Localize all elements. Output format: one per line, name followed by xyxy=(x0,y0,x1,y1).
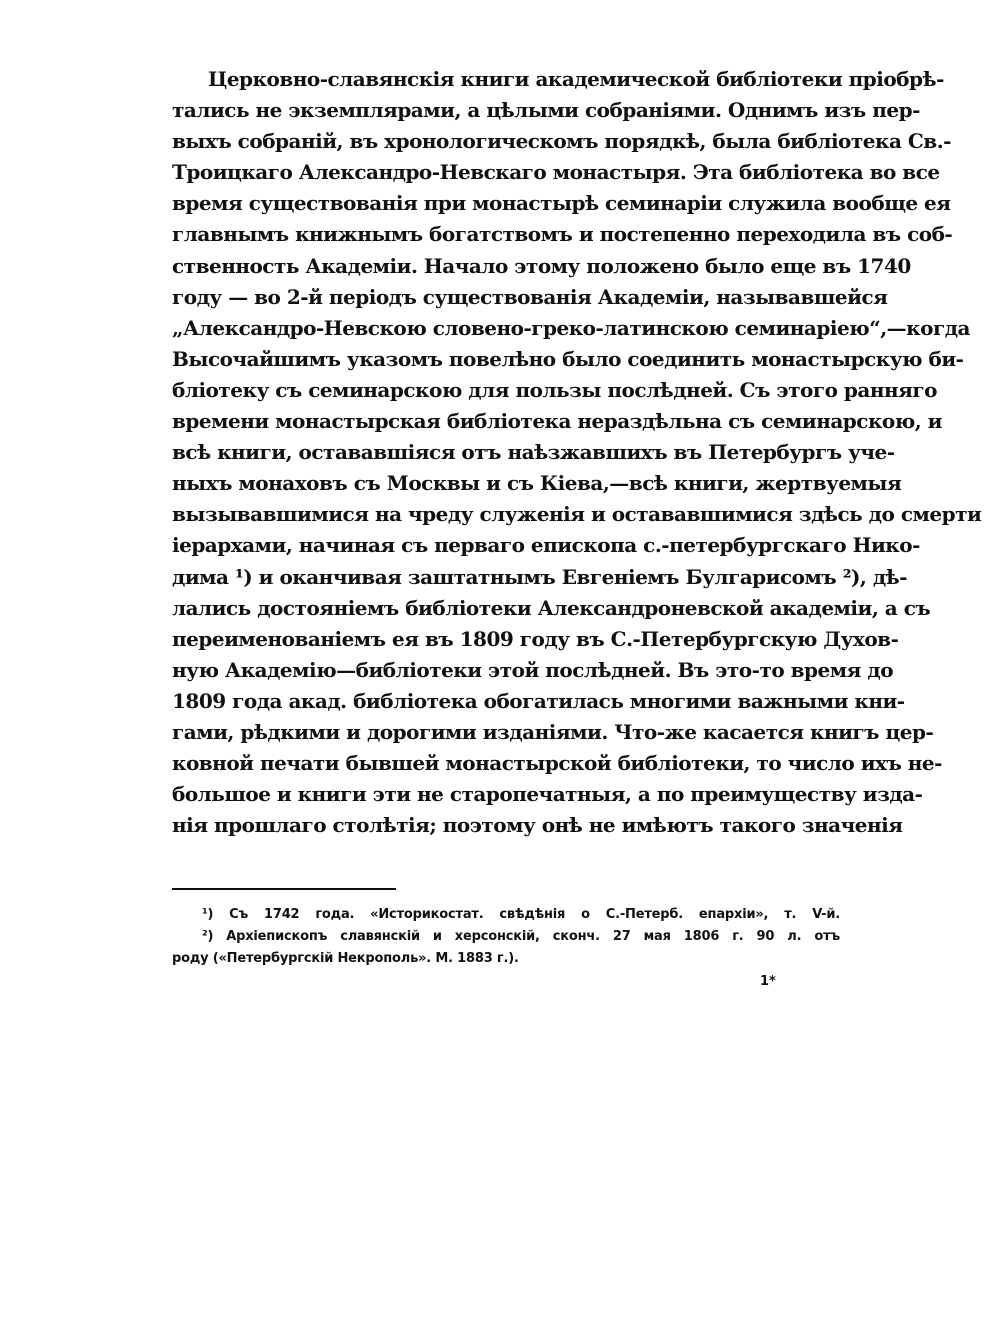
text-line: выхъ собраній, въ хронологическомъ порядкѣ, была библіотека Св.- xyxy=(172,129,951,154)
text-line: ственность Академіи. Начало этому положено было еще въ 1740 xyxy=(172,253,911,278)
text-line: „Александро-Невскою словено-греко-латинскою семинаріею“,—когда xyxy=(172,315,970,340)
main-text xyxy=(172,64,982,841)
text-line: нія прошлаго столѣтія; поэтому онѣ не имѣютъ такого значенія xyxy=(172,813,903,838)
footnote-2: ²) Архіепископъ славянскій и херсонскій, сконч. 27 мая 1806 г. 90 л. отъ xyxy=(202,929,840,944)
text-line: тались не экземплярами, а цѣлыми собраніями. Однимъ изъ пер- xyxy=(172,98,920,123)
text-line: Троицкаго Александро-Невскаго монастыря. Эта библіотека во все xyxy=(172,160,940,185)
text-line: Высочайшимъ указомъ повелѣно было соединить монастырскую би- xyxy=(172,346,964,371)
text-line: вызывавшимися на чреду служенія и остававшимися здѣсь до смерти xyxy=(172,502,982,527)
text-line: большое и книги эти не старопечатныя, а по преимуществу изда- xyxy=(172,782,923,807)
text-line: гами, рѣдкими и дорогими изданіями. Что-же касается книгъ цер- xyxy=(172,719,934,744)
text-line: ныхъ монаховъ съ Москвы и съ Кіева,—всѣ книги, жертвуемыя xyxy=(172,471,902,496)
text-line: главнымъ книжнымъ богатствомъ и постепенно переходила въ соб- xyxy=(172,222,953,247)
text-line: дима ¹) и оканчивая заштатнымъ Евгеніемъ Булгарисомъ ²), дѣ- xyxy=(172,564,908,589)
text-line: году — во 2-й періодъ существованія Академіи, называвшейся xyxy=(172,284,888,309)
footnote-2-continuation: роду («Петербургскій Некрополь». М. 1883 г.). xyxy=(172,951,519,966)
text-line: бліотеку съ семинарскою для пользы послѣдней. Съ этого ранняго xyxy=(172,377,937,402)
text-line: ковной печати бывшей монастырской библіотеки, то число ихъ не- xyxy=(172,751,942,776)
text-line: всѣ книги, остававшіяся отъ наѣзжавшихъ въ Петербургъ уче- xyxy=(172,440,895,465)
footnote-divider xyxy=(172,888,396,890)
text-line: время существованія при монастырѣ семинаріи служила вообще ея xyxy=(172,191,951,216)
text-line: Церковно-славянскія книги академической библіотеки пріобрѣ- xyxy=(208,67,944,91)
signature-mark: 1* xyxy=(760,974,776,989)
footnotes xyxy=(172,904,840,970)
text-line: времени монастырская библіотека нераздѣльна съ семинарскою, и xyxy=(172,409,943,434)
text-line: іерархами, начиная съ перваго епископа с.-петербургскаго Нико- xyxy=(172,533,920,558)
text-line: 1809 года акад. библіотека обогатилась многими важными кни- xyxy=(172,688,905,713)
text-line: ную Академію—библіотеки этой послѣдней. Въ это-то время до xyxy=(172,657,894,682)
footnote-1: ¹) Съ 1742 года. «Историкостат. свѣдѣнія о С.-Петерб. епархіи», т. V-й. xyxy=(202,907,840,922)
text-line: переименованіемъ ея въ 1809 году въ С.-Петербургскую Духов- xyxy=(172,626,899,651)
text-line: лались достояніемъ библіотеки Александроневской академіи, а съ xyxy=(172,595,931,620)
